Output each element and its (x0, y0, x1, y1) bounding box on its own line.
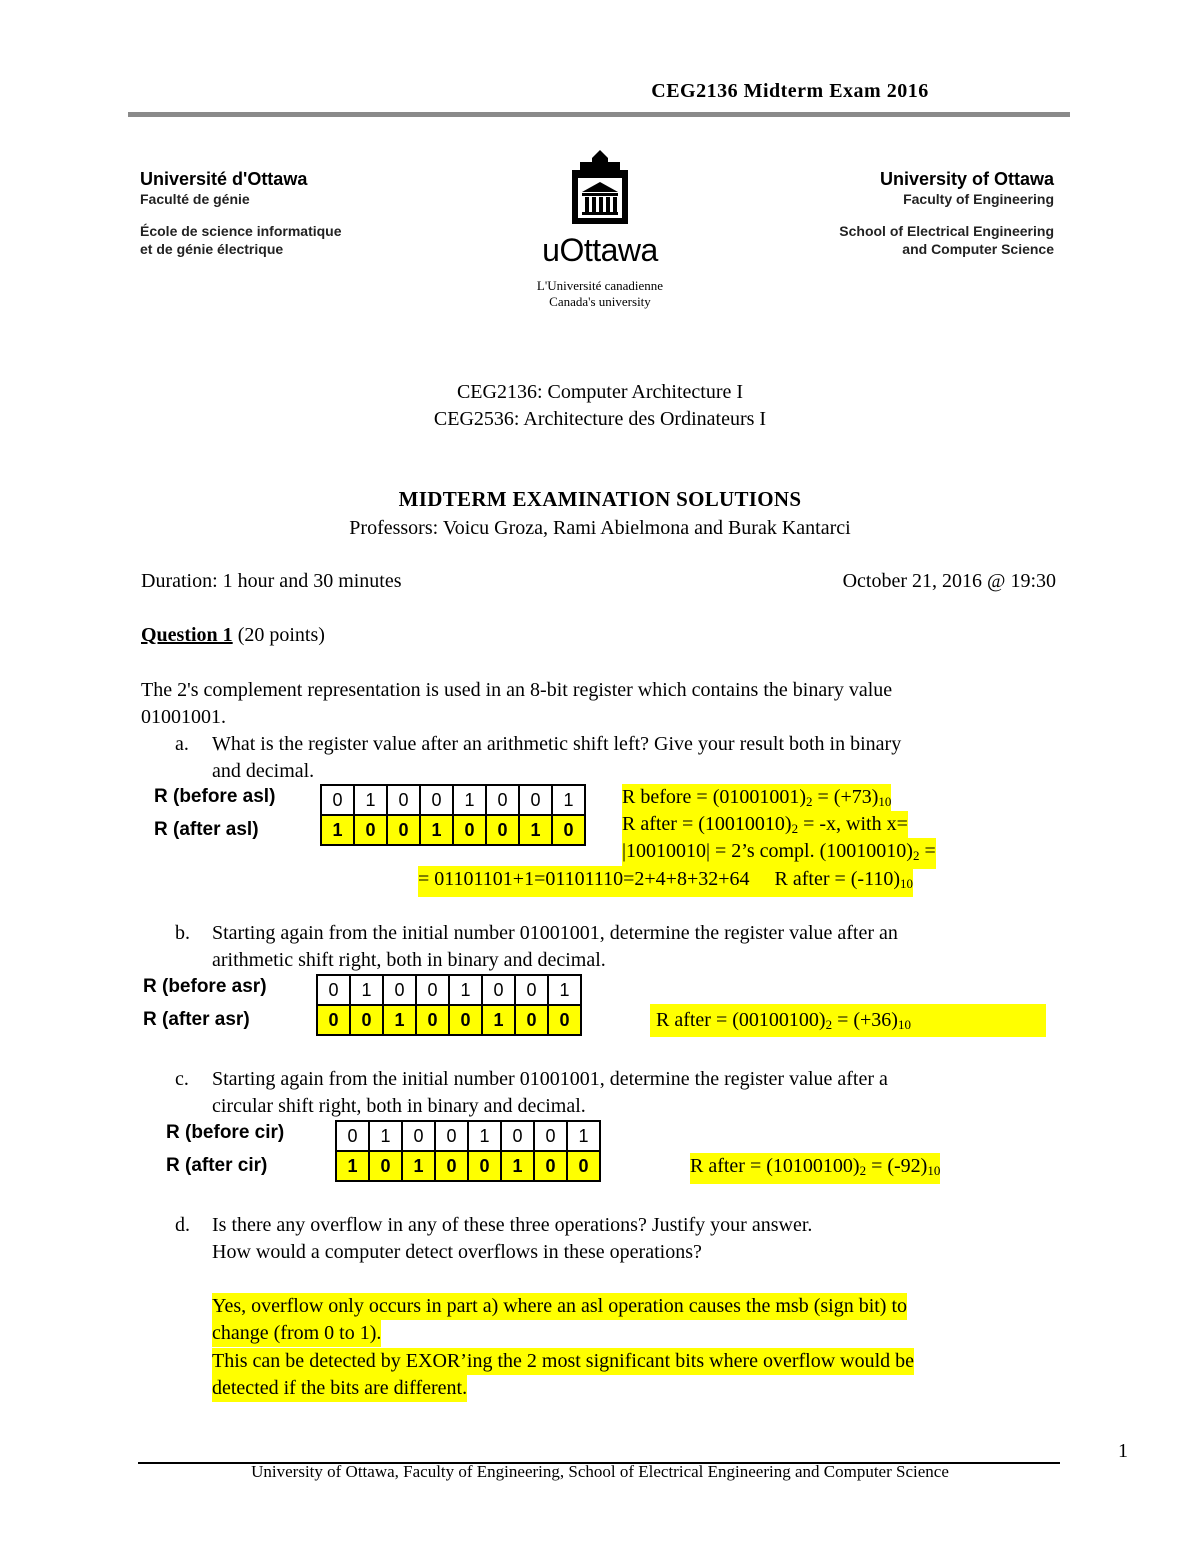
bit-cell: 0 (321, 785, 354, 815)
bit-cell: 1 (354, 785, 387, 815)
part-a-answer-line2: R after = $(10010010)_2 = -x$, with x= (622, 811, 908, 842)
part-c-answer: R after = $(10100100)_2 = (-92)_{10}$ (690, 1153, 940, 1184)
bit-cell: 1 (519, 815, 552, 845)
bit-cell: 1 (453, 785, 486, 815)
part-a-label-after: R (after asl) (154, 819, 259, 840)
footer-text: University of Ottawa, Faculty of Engineering, School of Electrical Engineering and Computer Science (251, 1462, 949, 1481)
part-a-label-before: R (before asl) (154, 786, 276, 807)
bit-cell: 1 (383, 1005, 416, 1035)
university-fr-name: Université d'Ottawa (140, 169, 308, 189)
bit-cell: 0 (383, 975, 416, 1005)
question-intro-line1: The 2's complement representation is used in an 8-bit register which contains the binary value (141, 679, 893, 701)
bit-cell: 1 (420, 815, 453, 845)
bit-cell: 0 (435, 1121, 468, 1151)
bit-cell: 1 (552, 785, 585, 815)
professors: Professors: Voicu Groza, Rami Abielmona and Burak Kantarci (349, 517, 851, 539)
part-a-answer-line3: |10010010| = 2’s compl. $(10010010)_2$ = (622, 838, 936, 869)
part-a-text-line2: and decimal. (212, 760, 315, 782)
bit-cell: 0 (416, 1005, 449, 1035)
bit-cell: 0 (534, 1121, 567, 1151)
course-line2: CEG2536: Architecture des Ordinateurs I (433, 408, 767, 430)
part-c-row-after (336, 1151, 600, 1181)
part-a-row-after (321, 815, 585, 845)
bit-cell: 0 (336, 1121, 369, 1151)
school-fr-line2: et de génie électrique (140, 241, 284, 257)
faculty-fr: Faculté de génie (140, 191, 250, 207)
logo-tagline-en: Canada's university (549, 294, 651, 309)
part-d-answer-line4: detected if the bits are different. (212, 1375, 467, 1402)
bit-cell: 1 (350, 975, 383, 1005)
bit-cell: 0 (350, 1005, 383, 1035)
part-c-text-line2: circular shift right, both in binary and decimal. (212, 1095, 586, 1117)
bit-cell: 1 (449, 975, 482, 1005)
part-d-text-line1: Is there any overflow in any of these three operations? Justify your answer. (212, 1214, 813, 1236)
exam-title: MIDTERM EXAMINATION SOLUTIONS (398, 487, 802, 511)
logo-tagline-fr: L'Université canadienne (536, 278, 664, 293)
faculty-en: Faculty of Engineering (903, 191, 1054, 207)
bit-cell: 0 (486, 815, 519, 845)
part-d-answer-line1: Yes, overflow only occurs in part a) where an asl operation causes the msb (sign bit) to (212, 1293, 907, 1320)
university-fr-block (140, 168, 342, 258)
course-line1: CEG2136: Computer Architecture I (456, 381, 744, 403)
part-d-answer-line3: This can be detected by EXOR’ing the 2 most significant bits where overflow would be (212, 1348, 914, 1375)
duration: Duration: 1 hour and 30 minutes (141, 570, 402, 592)
bit-cell: 0 (420, 785, 453, 815)
bit-cell: 0 (387, 815, 420, 845)
school-fr-line1: École de science informatique (140, 223, 342, 239)
bit-cell: 0 (534, 1151, 567, 1181)
part-b-label-after: R (after asr) (143, 1009, 250, 1030)
bit-cell: 0 (317, 975, 350, 1005)
part-c-label-before: R (before cir) (166, 1122, 285, 1143)
university-en-name: University of Ottawa (879, 169, 1054, 189)
school-en-line2: and Computer Science (902, 241, 1054, 257)
bit-cell: 0 (387, 785, 420, 815)
bit-cell: 0 (449, 1005, 482, 1035)
bit-cell: 0 (369, 1151, 402, 1181)
part-c-register-table (335, 1120, 601, 1182)
part-c-label-after: R (after cir) (166, 1155, 268, 1176)
bit-cell: 0 (482, 975, 515, 1005)
part-c-text-line1: Starting again from the initial number 01001001, determine the register value after a (212, 1068, 888, 1090)
question-points: (20 points) (237, 624, 325, 646)
bit-cell: 0 (435, 1151, 468, 1181)
part-a-register-table (320, 784, 586, 846)
part-a-answer-line4: = 01101101+1=01101110=2+4+8+32+64 R after = $(-110)_{10}$ (418, 866, 913, 897)
bit-cell: 0 (453, 815, 486, 845)
university-en-block (839, 168, 1054, 258)
part-a-letter: a. (175, 733, 189, 755)
part-d-text-line2: How would a computer detect overflows in these operations? (212, 1241, 702, 1263)
bit-cell: 1 (321, 815, 354, 845)
bit-cell: 1 (567, 1121, 600, 1151)
bit-cell: 0 (468, 1151, 501, 1181)
part-d-letter: d. (175, 1214, 190, 1236)
bit-cell: 1 (501, 1151, 534, 1181)
part-b-row-before (317, 975, 581, 1005)
part-b-register-table (316, 974, 582, 1036)
question-title: Question 1 (141, 624, 233, 646)
uottawa-logo (530, 148, 670, 310)
bit-cell: 1 (468, 1121, 501, 1151)
bit-cell: 1 (482, 1005, 515, 1035)
bit-cell: 0 (416, 975, 449, 1005)
bit-cell: 0 (501, 1121, 534, 1151)
bit-cell: 1 (336, 1151, 369, 1181)
running-header: CEG2136 Midterm Exam 2016 (651, 80, 929, 102)
part-a-text-line1: What is the register value after an arithmetic shift left? Give your result both in binary (212, 733, 902, 755)
uottawa-building-icon (568, 148, 632, 226)
logo-wordmark: uOttawa (542, 232, 658, 268)
bit-cell: 0 (354, 815, 387, 845)
bit-cell: 0 (515, 975, 548, 1005)
bit-cell: 1 (402, 1151, 435, 1181)
header-rule (128, 112, 1070, 117)
part-c-row-before (336, 1121, 600, 1151)
part-c-letter: c. (175, 1068, 189, 1090)
part-d-answer-line2: change (from 0 to 1). (212, 1320, 381, 1347)
bit-cell: 0 (519, 785, 552, 815)
bit-cell: 0 (317, 1005, 350, 1035)
part-b-text-line2: arithmetic shift right, both in binary and decimal. (212, 949, 606, 971)
school-en-line1: School of Electrical Engineering (839, 223, 1054, 239)
bit-cell: 0 (402, 1121, 435, 1151)
bit-cell: 1 (548, 975, 581, 1005)
question-intro-line2: 01001001. (141, 706, 226, 728)
bit-cell: 0 (515, 1005, 548, 1035)
exam-date: October 21, 2016 @ 19:30 (842, 570, 1056, 592)
part-b-answer: R after = $(00100100)_2 = (+36)_{10}$ (650, 1004, 1046, 1037)
bit-cell: 1 (369, 1121, 402, 1151)
part-a-row-before (321, 785, 585, 815)
bit-cell: 0 (548, 1005, 581, 1035)
bit-cell: 0 (567, 1151, 600, 1181)
part-b-label-before: R (before asr) (143, 976, 267, 997)
part-a-answer-line1: R before = $(01001001)_2 = (+73)_{10}$ (622, 784, 891, 815)
part-b-text-line1: Starting again from the initial number 01001001, determine the register value after an (212, 922, 898, 944)
question-heading (141, 622, 325, 649)
bit-cell: 0 (552, 815, 585, 845)
part-b-letter: b. (175, 922, 190, 944)
page-number: 1 (1118, 1440, 1128, 1462)
bit-cell: 0 (486, 785, 519, 815)
part-b-row-after (317, 1005, 581, 1035)
